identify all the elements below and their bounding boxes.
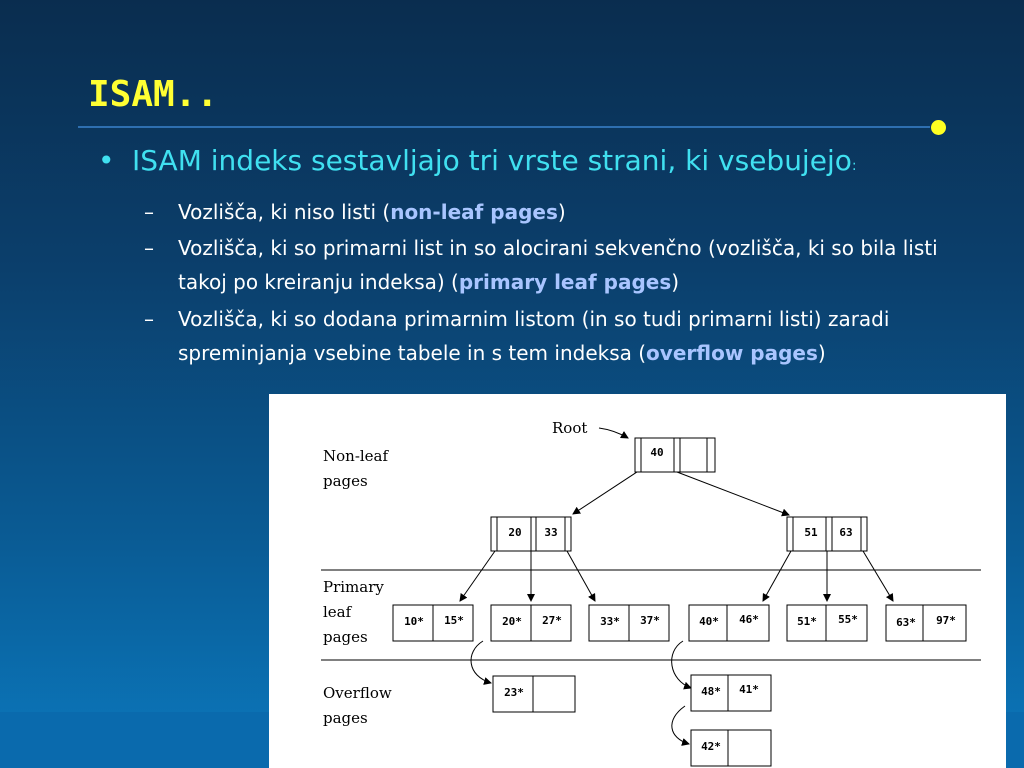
- overflow-arrow: [672, 706, 689, 744]
- internal-node-left: [491, 517, 571, 551]
- root-key: 40: [650, 446, 664, 459]
- main-bullet-text: ISAM indeks sestavljajo tri vrste strani, ki vsebujejo: [132, 144, 852, 177]
- overflow-key: 42*: [701, 740, 721, 753]
- isam-tree-svg: [269, 394, 1006, 768]
- dash-icon: –: [144, 200, 154, 224]
- tree-arrow: [763, 551, 791, 601]
- leaf-key: 15*: [444, 614, 464, 627]
- leaf-key: 46*: [739, 613, 759, 626]
- root-node: [635, 438, 715, 472]
- sub-item-keyword: overflow pages: [646, 341, 818, 365]
- overflow-node: [691, 675, 771, 711]
- leaf-node: [393, 605, 473, 641]
- title-divider: [78, 126, 936, 128]
- internal-key: 51: [804, 526, 818, 539]
- sub-item-overflow: [144, 302, 938, 370]
- tree-arrow: [567, 551, 595, 601]
- leaf-node: [787, 605, 867, 641]
- label-nonleaf-2: pages: [323, 472, 368, 490]
- label-primary-2: leaf: [323, 603, 352, 621]
- tree-arrow: [863, 551, 893, 601]
- overflow-key: 48*: [701, 685, 721, 698]
- label-overflow-2: pages: [323, 709, 368, 727]
- sub-item-close: ): [817, 341, 826, 365]
- leaf-key: 97*: [936, 614, 956, 627]
- dash-icon: –: [144, 236, 154, 260]
- sub-item-keyword: non-leaf pages: [390, 200, 558, 224]
- sub-item-text: Vozlišča, ki so primarni list in so alocirani sekvenčno (vozlišča, ki so bila listi takoj po kreiranju indeksa) (: [178, 236, 938, 294]
- overflow-arrow: [672, 641, 691, 688]
- internal-node-right: [787, 517, 867, 551]
- main-bullet: [98, 144, 857, 177]
- overflow-key: 41*: [739, 683, 759, 696]
- leaf-key: 55*: [838, 613, 858, 626]
- root-label: Root: [552, 419, 588, 437]
- internal-key: 20: [508, 526, 522, 539]
- label-primary-1: Primary: [323, 578, 384, 596]
- leaf-key: 10*: [404, 615, 424, 628]
- label-primary-3: pages: [323, 628, 368, 646]
- leaf-key: 20*: [502, 615, 522, 628]
- sub-item-keyword: primary leaf pages: [458, 270, 672, 294]
- leaf-node: [689, 605, 769, 641]
- main-bullet-colon: :: [851, 158, 857, 174]
- sub-item-close: ): [671, 270, 680, 294]
- sub-item-text: Vozlišča, ki niso listi (: [178, 200, 391, 224]
- internal-key: 33: [544, 526, 558, 539]
- tree-arrow: [573, 472, 637, 514]
- leaf-key: 37*: [640, 614, 660, 627]
- label-overflow-1: Overflow: [323, 684, 392, 702]
- sub-item-nonleaf: [144, 195, 938, 229]
- leaf-node: [589, 605, 669, 641]
- root-arrow: [599, 428, 628, 438]
- sub-item-text: Vozlišča, ki so dodana primarnim listom (in so tudi primarni listi) zaradi spreminjanja vsebine tabele in s tem indeksa (: [178, 307, 890, 365]
- leaf-key: 40*: [699, 615, 719, 628]
- overflow-node: [691, 730, 771, 766]
- label-nonleaf-1: Non-leaf: [323, 447, 389, 465]
- sub-item-primary: [144, 231, 938, 299]
- overflow-key: 23*: [504, 686, 524, 699]
- tree-arrow: [460, 551, 495, 601]
- overflow-node: [493, 676, 575, 712]
- tree-arrow: [677, 472, 789, 515]
- dash-icon: –: [144, 307, 154, 331]
- isam-diagram: [269, 394, 1006, 768]
- internal-key: 63: [839, 526, 853, 539]
- sub-item-close: ): [557, 200, 566, 224]
- bullet-icon: •: [98, 144, 115, 177]
- leaf-key: 33*: [600, 615, 620, 628]
- leaf-key: 63*: [896, 616, 916, 629]
- leaf-key: 27*: [542, 614, 562, 627]
- overflow-arrow: [471, 641, 491, 683]
- leaf-key: 51*: [797, 615, 817, 628]
- leaf-node: [886, 605, 966, 641]
- leaf-node: [491, 605, 571, 641]
- title-dot-icon: [930, 119, 947, 136]
- slide-title: ISAM..: [88, 74, 219, 115]
